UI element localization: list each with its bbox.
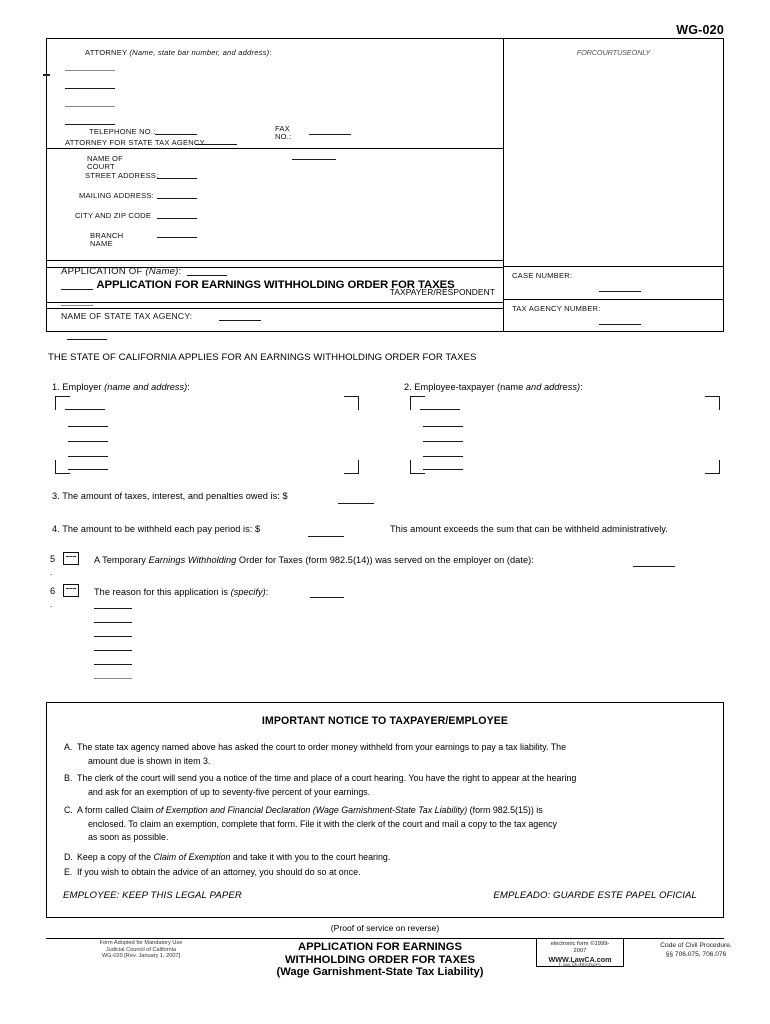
caption-left-column [47, 39, 504, 331]
attorney-for-value[interactable] [195, 144, 237, 145]
adopted-line-1: Form Adopted for Mandatory Use [99, 940, 183, 946]
footer-title-line-3: (Wage Garnishment-State Tax Liability) [276, 966, 484, 979]
notice-text-b: The clerk of the court will send you a notice of the time and place of a court hearing. You have the right to appear at the hearing and ask for an exemption of up to seventy-five percent of your earnings. [77, 773, 577, 797]
bracket-top-left [410, 396, 425, 410]
item5-date-value[interactable] [633, 566, 675, 567]
footer-title-line-2: WITHHOLDING ORDER FOR TAXES [285, 953, 475, 966]
case-number-area [504, 267, 723, 300]
item5-checkbox[interactable] [63, 552, 79, 565]
employer-line-1[interactable] [65, 409, 105, 410]
item5-text: A Temporary Earnings Withholding Order for Taxes (form 982.5(14)) was served on the employer on (date): [94, 555, 534, 565]
item6-line-6[interactable] [94, 678, 132, 679]
item2-label: 2. Employee-taxpayer (name and address): [404, 382, 583, 392]
notice-letter-a: A. [64, 742, 73, 752]
notice-letter-c: C. [64, 805, 73, 815]
for-court-use-only-area [504, 39, 723, 267]
notice-item-d [64, 851, 699, 865]
state-tax-agency-line-2[interactable] [67, 339, 107, 340]
notice-item-a [64, 741, 699, 768]
keep-paper-spanish: EMPLEADO: GUARDE ESTE PAPEL OFICIAL [493, 890, 697, 901]
adopted-line-3: WG-020 [Rev. January 1, 2007] [101, 953, 181, 960]
publisher-box [536, 938, 624, 967]
attorney-line-1[interactable] [65, 70, 115, 71]
item6-checkbox[interactable] [63, 584, 79, 597]
case-number-label: CASE NUMBER: [512, 271, 573, 280]
notice-item-c [64, 804, 699, 845]
state-tax-agency-section [47, 303, 504, 331]
employer-line-2[interactable] [68, 426, 108, 427]
form-number: WG-020 [676, 23, 724, 37]
attorney-line-2[interactable] [65, 88, 115, 89]
bracket-bottom-left [55, 460, 70, 474]
item6-text: The reason for this application is (specify): [94, 587, 269, 597]
employer-line-4[interactable] [68, 456, 108, 457]
notice-letter-d: D. [64, 852, 73, 862]
item4-amount-value[interactable] [308, 536, 344, 537]
notice-text-e: If you wish to obtain the advice of an attorney, you should do so at once. [77, 867, 361, 877]
item6-period: . [50, 600, 53, 609]
item6-reason-value[interactable] [310, 597, 344, 598]
bracket-top-right [344, 396, 359, 410]
item4-label: 4. The amount to be withheld each pay period is: $ [52, 524, 261, 534]
fax-label-line1: FAX [275, 124, 290, 133]
item6-line-4[interactable] [94, 650, 132, 651]
bracket-top-left [55, 396, 70, 410]
item3-amount-value[interactable] [338, 503, 374, 504]
fax-value[interactable] [309, 134, 351, 135]
attorney-line-4[interactable] [65, 124, 115, 125]
bracket-top-right [705, 396, 720, 410]
item6-number: 6 [50, 586, 56, 596]
application-of-label: APPLICATION OF (Name): [61, 266, 182, 277]
bracket-bottom-right [705, 460, 720, 474]
tax-agency-number-label: TAX AGENCY NUMBER: [512, 304, 601, 313]
notice-letter-e: E. [64, 867, 73, 877]
employee-line-2[interactable] [423, 426, 463, 427]
code-line-1: Code of Civil Procedure, [660, 942, 732, 949]
keep-paper-english: EMPLOYEE: KEEP THIS LEGAL PAPER [63, 890, 242, 901]
tax-agency-number-value[interactable] [599, 324, 641, 325]
footer-title-line-1: APPLICATION FOR EARNINGS [298, 941, 462, 953]
code-citation [636, 942, 756, 959]
footer-form-title [230, 941, 530, 979]
attorney-for-label: ATTORNEY FOR STATE TAX AGENCY [65, 138, 205, 147]
state-tax-agency-value[interactable] [219, 320, 261, 321]
code-line-2: §§ 706.075, 706.076 [665, 950, 727, 958]
item6-line-2[interactable] [94, 622, 132, 623]
employer-line-3[interactable] [68, 441, 108, 442]
employer-line-5[interactable] [68, 469, 108, 470]
attorney-line-3[interactable] [65, 106, 115, 107]
city-zip-value[interactable] [157, 218, 197, 219]
item3-label: 3. The amount of taxes, interest, and penalties owed is: $ [52, 491, 288, 501]
court-section [47, 149, 503, 261]
item5-period: . [50, 568, 53, 577]
street-address-label: STREET ADDRESS: [85, 171, 159, 180]
attorney-section [47, 39, 503, 149]
notice-title: IMPORTANT NOTICE TO TAXPAYER/EMPLOYEE [261, 715, 509, 727]
adopted-line-2: Judicial Council of California [105, 946, 177, 953]
form-adoption-info [46, 940, 236, 960]
employee-line-5[interactable] [423, 469, 463, 470]
taxpayer-respondent-label: TAXPAYER/RESPONDENT [389, 287, 495, 297]
branch-name-label-2: NAME [90, 239, 113, 248]
name-of-court-label-1: NAME OF [87, 154, 123, 163]
employee-taxpayer-address-block[interactable] [410, 396, 720, 474]
employee-line-3[interactable] [423, 441, 463, 442]
city-zip-label: CITY AND ZIP CODE [75, 211, 152, 220]
name-of-court-value[interactable] [292, 159, 336, 160]
attorney-heading: ATTORNEY (Name, state bar number, and address): [85, 48, 272, 57]
bracket-bottom-right [344, 460, 359, 474]
mailing-address-label: MAILING ADDRESS: [79, 191, 154, 200]
caption-title-band [47, 267, 504, 303]
item5-number: 5 [50, 554, 56, 564]
employee-line-4[interactable] [423, 456, 463, 457]
publisher-name: Law Publishers [559, 962, 601, 969]
branch-name-label-1: BRANCH [90, 231, 124, 240]
branch-name-value[interactable] [157, 237, 197, 238]
tax-agency-number-area [504, 300, 723, 331]
notice-text-d: Keep a copy of the Claim of Exemption and take it with you to the court hearing. [77, 852, 391, 862]
item6-line-5[interactable] [94, 664, 132, 665]
bracket-bottom-left [410, 460, 425, 474]
case-number-value[interactable] [599, 291, 641, 292]
item4-note: This amount exceeds the sum that can be withheld administratively. [390, 524, 668, 534]
employer-address-block[interactable] [55, 396, 359, 474]
caption-title: APPLICATION FOR EARNINGS WITHHOLDING ORDER FOR TAXES [96, 279, 455, 291]
telephone-value[interactable] [155, 134, 197, 135]
proof-of-service-note: (Proof of service on reverse) [330, 923, 440, 933]
fax-label-line2: NO.: [275, 132, 292, 141]
state-tax-agency-label: NAME OF STATE TAX AGENCY: [61, 311, 193, 321]
telephone-label: TELEPHONE NO.: [89, 127, 156, 136]
notice-item-e [64, 866, 699, 880]
item1-label: 1. Employer (name and address): [52, 382, 190, 392]
mailing-address-value[interactable] [157, 198, 197, 199]
publisher-url[interactable]: WWW.LawCA.com [548, 954, 612, 964]
item6-line-1[interactable] [94, 608, 132, 609]
publisher-line-2: 2007 [573, 948, 587, 955]
for-court-use-only-label: FORCOURTUSEONLY [576, 48, 651, 57]
intro-statement: THE STATE OF CALIFORNIA APPLIES FOR AN EARNINGS WITHHOLDING ORDER FOR TAXES [48, 352, 477, 363]
publisher-line-1: electronic form ©1999- [550, 941, 610, 947]
employee-line-1[interactable] [420, 409, 460, 410]
caption-box [46, 38, 724, 332]
item6-line-3[interactable] [94, 636, 132, 637]
street-address-value[interactable] [157, 178, 197, 179]
notice-text-a: The state tax agency named above has asked the court to order money withheld from your earnings to pay a tax liability. The amount due is shown in item 3. [77, 742, 567, 766]
left-edge-tick [43, 74, 50, 76]
notice-item-b [64, 772, 699, 799]
notice-letter-b: B. [64, 773, 73, 783]
notice-text-c: A form called Claim of Exemption and Financial Declaration (Wage Garnishment-State Tax Liability) (form 982.5(15)) is enclosed. To claim an exemption, complete that form. File it with the clerk of the court and mail a copy to the tax agency as soon as possible. [77, 805, 557, 843]
name-of-court-label-2: COURT [87, 162, 115, 171]
caption-right-column [504, 39, 723, 331]
important-notice-box [46, 702, 724, 918]
